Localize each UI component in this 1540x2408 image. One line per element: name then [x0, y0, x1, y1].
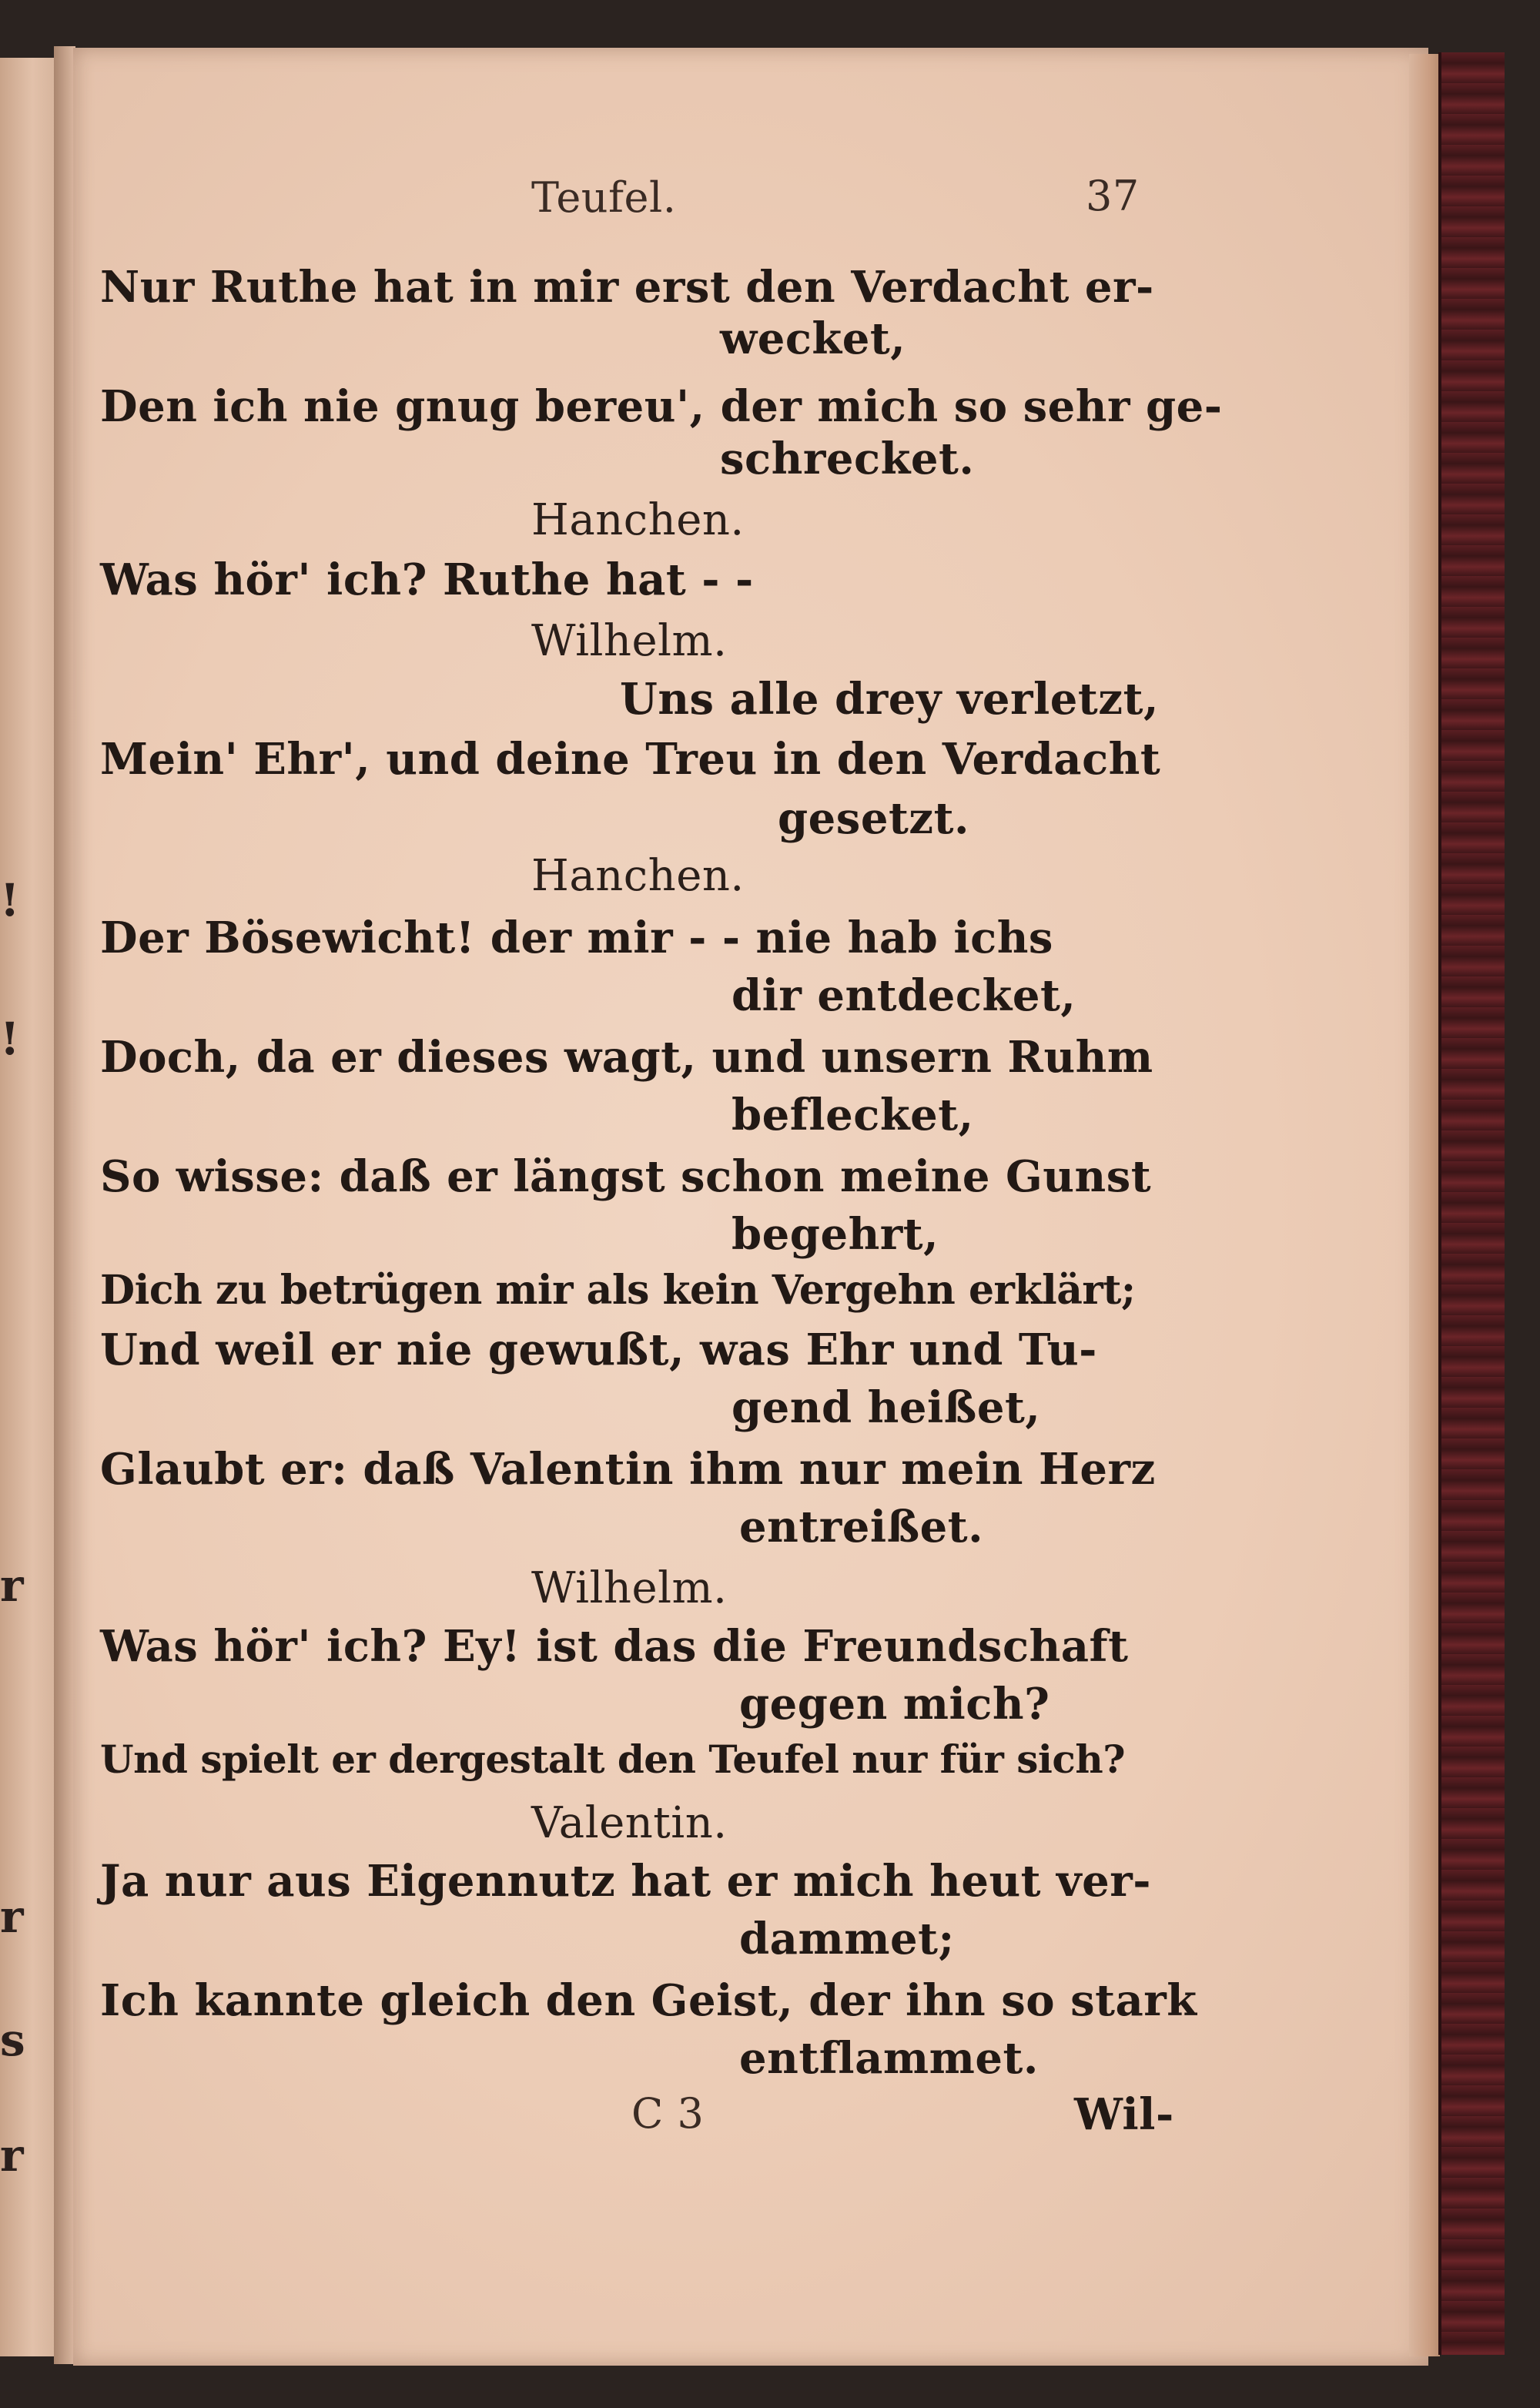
verse-line: Glaubt er: daß Valentin ihm nur mein Herz	[100, 1444, 1156, 1495]
book-cover-edge	[1438, 52, 1505, 2355]
verse-line: wecket,	[720, 313, 906, 364]
verse-line: Nur Ruthe hat in mir erst den Verdacht er-	[100, 262, 1154, 313]
running-title: Teufel.	[531, 173, 677, 222]
verse-line: gesetzt.	[778, 793, 969, 844]
verse-line: gend heißet,	[732, 1382, 1041, 1433]
prev-page-glyph: s	[0, 2014, 25, 2066]
verse-line: dammet;	[739, 1914, 955, 1964]
verse-line: Mein' Ehr', und deine Treu in den Verdacht	[100, 734, 1161, 785]
verse-line: dir entdecket,	[732, 970, 1076, 1021]
book-gutter	[54, 46, 75, 2364]
verse-line: schrecket.	[720, 434, 975, 484]
verse-line: So wisse: daß er längst schon meine Gunst	[100, 1151, 1152, 1202]
verse-line: gegen mich?	[739, 1679, 1050, 1730]
verse-line: Der Bösewicht! der mir - - nie hab ichs	[100, 913, 1053, 963]
speaker-name: Valentin.	[531, 1798, 728, 1848]
prev-page-glyph: !	[0, 1013, 20, 1065]
catchword: Wil-	[1074, 2089, 1174, 2140]
speaker-name: Wilhelm.	[531, 1563, 728, 1613]
verse-line: Was hör' ich? Ruthe hat - -	[100, 554, 754, 605]
verse-line: Und spielt er dergestalt den Teufel nur für sich?	[100, 1737, 1126, 1782]
previous-page-edge	[0, 58, 56, 2356]
verse-line: begehrt,	[732, 1209, 939, 1260]
verse-line: Ja nur aus Eigennutz hat er mich heut ver-	[100, 1856, 1151, 1907]
page-number: 37	[1086, 172, 1140, 220]
verse-line: Doch, da er dieses wagt, und unsern Ruhm	[100, 1032, 1153, 1083]
verse-line: Ich kannte gleich den Geist, der ihn so stark	[100, 1975, 1197, 2026]
speaker-name: Wilhelm.	[531, 616, 728, 666]
speaker-name: Hanchen.	[531, 495, 745, 545]
signature-mark: C 3	[631, 2089, 705, 2138]
prev-page-glyph: !	[0, 874, 20, 926]
page-fore-edge	[1409, 54, 1440, 2356]
verse-line: Den ich nie gnug bereu', der mich so sehr ge-	[100, 381, 1223, 432]
verse-line: Und weil er nie gewußt, was Ehr und Tu-	[100, 1325, 1097, 1375]
prev-page-glyph: r	[0, 1559, 24, 1612]
verse-line: entflammet.	[739, 2033, 1039, 2084]
prev-page-glyph: r	[0, 2129, 24, 2182]
verse-line: beflecket,	[732, 1090, 974, 1140]
speaker-name: Hanchen.	[531, 851, 745, 901]
verse-line: Was hör' ich? Ey! ist das die Freundschaft	[100, 1621, 1129, 1672]
verse-line: Uns alle drey verletzt,	[620, 674, 1159, 725]
verse-line: entreißet.	[739, 1502, 984, 1552]
prev-page-glyph: r	[0, 1891, 24, 1943]
verse-line: Dich zu betrügen mir als kein Vergehn erklärt;	[100, 1267, 1136, 1314]
